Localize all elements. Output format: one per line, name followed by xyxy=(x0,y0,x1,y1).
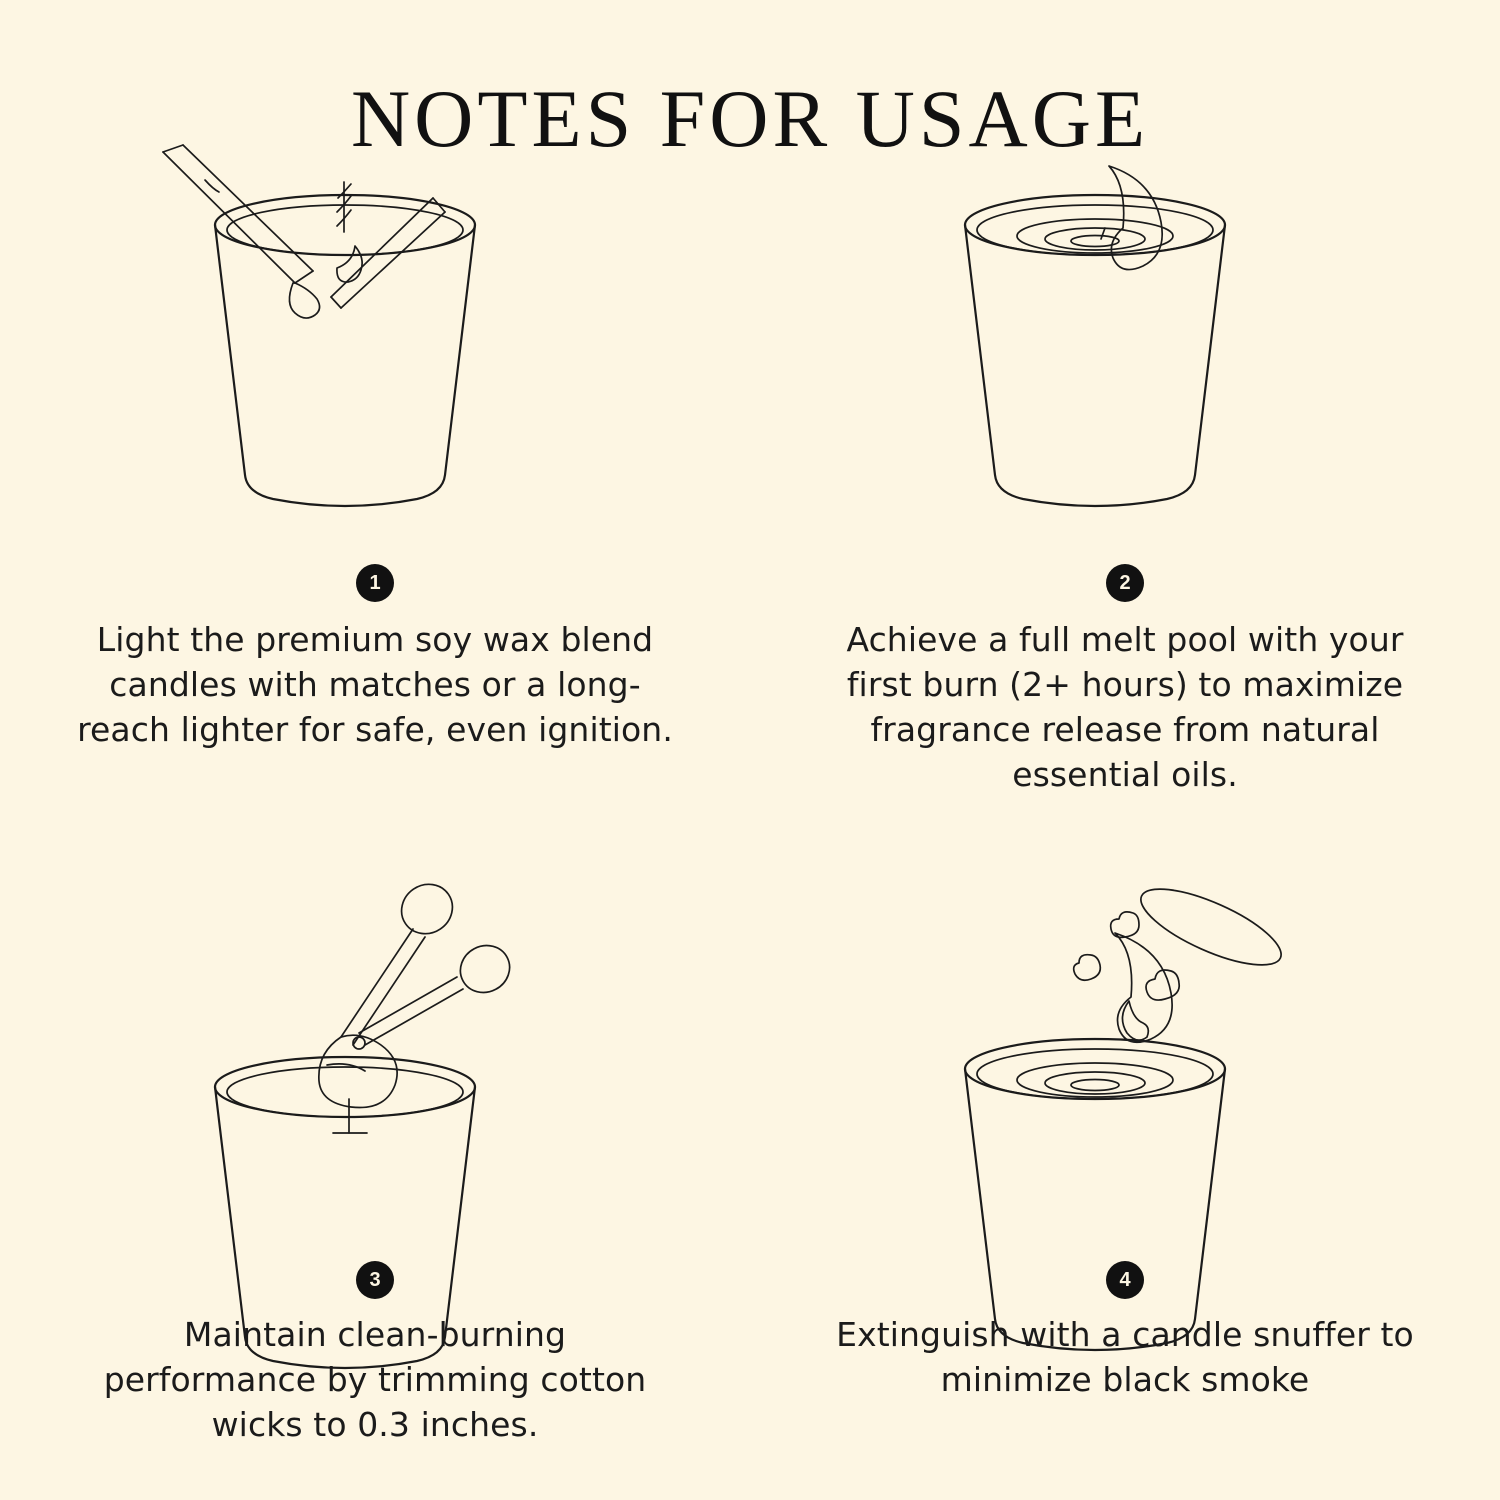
step-badge-4: 4 xyxy=(1106,1261,1144,1299)
step-badge-1: 1 xyxy=(356,564,394,602)
step-card-3 xyxy=(0,815,750,1500)
steps-grid xyxy=(0,130,1500,1500)
match-lighting-candle-icon xyxy=(145,140,605,560)
step-caption-1: Light the premium soy wax blend candles with matches or a long-reach lighter for safe, even ignition. xyxy=(77,620,673,749)
step-card-2 xyxy=(750,130,1500,815)
step-card-1 xyxy=(0,130,750,815)
step-badge-3: 3 xyxy=(356,1261,394,1299)
step-caption-4: Extinguish with a candle snuffer to minimize black smoke xyxy=(836,1315,1414,1399)
step-badge-2: 2 xyxy=(1106,564,1144,602)
step-card-4 xyxy=(750,815,1500,1500)
candle-snuffer-smoke-icon xyxy=(895,837,1355,1257)
step-caption-2: Achieve a full melt pool with your first burn (2+ hours) to maximize fragrance release from natural essential oils. xyxy=(846,620,1404,794)
lit-candle-melt-pool-icon xyxy=(895,140,1355,560)
page-title: NOTES FOR USAGE xyxy=(350,73,1150,164)
wick-trimmer-candle-icon xyxy=(145,837,605,1257)
step-caption-3: Maintain clean-burning performance by trimming cotton wicks to 0.3 inches. xyxy=(103,1315,647,1444)
